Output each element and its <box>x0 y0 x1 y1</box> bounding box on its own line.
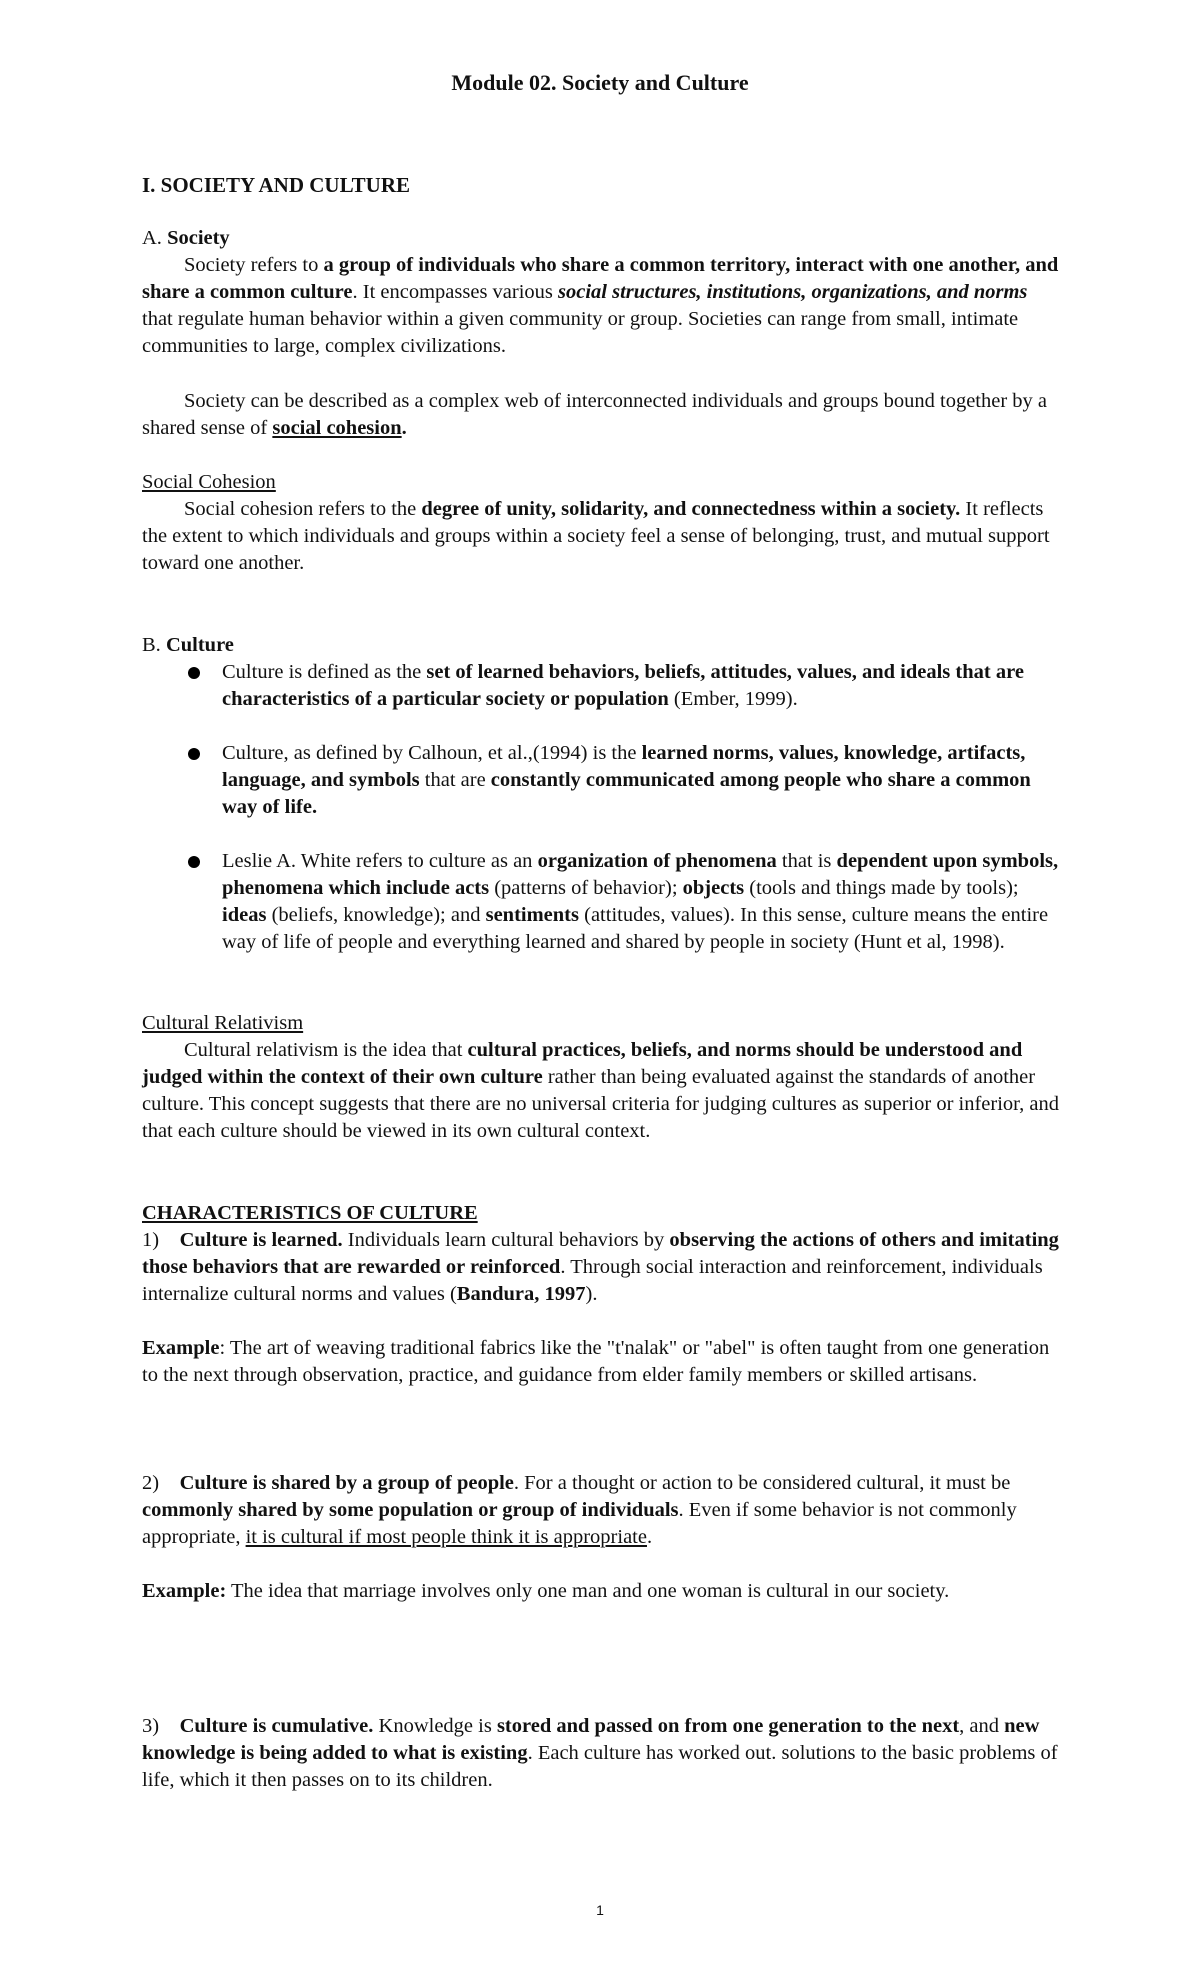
subsection-prefix: A. <box>142 227 168 249</box>
item-number: 1) <box>142 1229 160 1251</box>
bold-run: Culture is shared by a group of people <box>179 1472 514 1494</box>
text-run: Knowledge is <box>373 1715 497 1737</box>
society-paragraph-2 <box>142 388 1062 442</box>
text-run: (Ember, 1999). <box>668 688 798 710</box>
bold-run: commonly shared by some population or group of individuals <box>142 1499 679 1521</box>
bullet-dot-icon <box>188 856 200 868</box>
bold-run: Culture is learned. <box>179 1229 343 1251</box>
text-run: rather than being evaluated against the standards of another culture. This concept suggests that there are no universal criteria for judging cultures as superior or inferior, and that each culture should be viewed in its own cultural context. <box>142 1066 1060 1142</box>
bold-run: Bandura, 1997 <box>456 1283 586 1305</box>
bold-run: dependent upon symbols, phenomena which include acts <box>222 850 1059 899</box>
cultural-relativism-paragraph <box>142 1037 1062 1145</box>
item-number: 3) <box>142 1715 160 1737</box>
subsection-culture-heading <box>142 632 1062 659</box>
text-run: . <box>646 1526 653 1548</box>
text-run: . For a thought or action to be considered cultural, it must be <box>513 1472 1011 1494</box>
bold-underline-run: social cohesion <box>272 417 402 439</box>
text-run: : The art of weaving traditional fabrics like the "t'nalak" or "abel" is often taught from one generation to the next through observation, practice, and guidance from elder family members or skilled artisans. <box>142 1337 1050 1386</box>
bullet-dot-icon <box>188 748 200 760</box>
text-run: (attitudes, values). In this sense, culture means the entire way of life of people and everything learned and shared by people in society (Hunt et al, 1998). <box>222 904 1049 953</box>
social-cohesion-heading: Social Cohesion <box>142 471 276 493</box>
text-run: . It encompasses various <box>352 281 559 303</box>
text-run: that is <box>776 850 837 872</box>
text-run: Social cohesion refers to the <box>184 498 422 520</box>
example-label: Example <box>142 1337 220 1359</box>
text-run: (tools and things made by tools); <box>744 877 1019 899</box>
text-run: . Each culture has worked out. solutions to the basic problems of life, which it then passes on to its children. <box>142 1742 1058 1791</box>
item-number: 2) <box>142 1472 160 1494</box>
social-cohesion-paragraph <box>142 496 1062 577</box>
characteristics-heading: CHARACTERISTICS OF CULTURE <box>142 1202 478 1224</box>
bold-run: new knowledge is being added to what is existing <box>142 1715 1040 1764</box>
bullet-text <box>222 740 1062 821</box>
bold-run: cultural practices, beliefs, and norms should be understood and judged within the context of their own culture <box>142 1039 1023 1088</box>
bold-italic-run: social structures, institutions, organizations, and norms <box>558 281 1028 303</box>
text-run: Individuals learn cultural behaviors by <box>342 1229 670 1251</box>
text-run: Society can be described as a complex web of interconnected individuals and groups bound together by a shared sense of <box>142 390 1048 439</box>
culture-bullet-2 <box>142 740 1062 821</box>
example-label: Example: <box>142 1580 227 1602</box>
characteristic-2 <box>142 1470 1062 1551</box>
bold-run: ideas <box>222 904 267 926</box>
bold-run: stored and passed on from one generation to the next <box>496 1715 960 1737</box>
text-run: , and <box>959 1715 1005 1737</box>
text-run: The idea that marriage involves only one man and one woman is cultural in our society. <box>226 1580 950 1602</box>
subsection-prefix: B. <box>142 634 166 656</box>
underline-run: it is cultural if most people think it is appropriate <box>245 1526 647 1548</box>
bold-run: objects <box>682 877 745 899</box>
page-number: 1 <box>596 1902 604 1918</box>
bold-run: learned norms, values, knowledge, artifacts, language, and symbols <box>222 742 1026 791</box>
text-run: It reflects the extent to which individuals and groups within a society feel a sense of belonging, trust, and mutual support toward one another. <box>142 498 1050 574</box>
text-run: (patterns of behavior); <box>489 877 683 899</box>
text-run: Leslie A. White refers to culture as an <box>222 850 538 872</box>
bold-run: observing the actions of others and imitating those behaviors that are rewarded or reinforced <box>142 1229 1059 1278</box>
text-run: Culture, as defined by Calhoun, et al.,(1994) is the <box>222 742 642 764</box>
culture-bullet-1 <box>142 659 1062 713</box>
bold-run: set of learned behaviors, beliefs, attitudes, values, and ideals that are characteristics of a particular society or population <box>222 661 1024 710</box>
text-run: Cultural relativism is the idea that <box>184 1039 468 1061</box>
text-run: that are <box>419 769 491 791</box>
bullet-text <box>222 848 1062 956</box>
text-run: that regulate human behavior within a given community or group. Societies can range from small, intimate communities to large, complex civilizations. <box>142 308 1019 357</box>
text-run: Society refers to <box>184 254 324 276</box>
subsection-society-heading <box>142 225 1062 252</box>
culture-bullet-3 <box>142 848 1062 956</box>
bold-run: degree of unity, solidarity, and connectedness within a society. <box>421 498 961 520</box>
cultural-relativism-heading: Cultural Relativism <box>142 1012 304 1034</box>
bullet-text <box>222 659 1062 713</box>
characteristic-1 <box>142 1227 1062 1308</box>
bold-run: a group of individuals who share a common territory, interact with one another, and share a common culture <box>142 254 1059 303</box>
bold-run: Culture is cumulative. <box>179 1715 374 1737</box>
subsection-label: Culture <box>165 634 234 656</box>
characteristic-1-example <box>142 1335 1062 1389</box>
text-run: . Even if some behavior is not commonly appropriate, <box>142 1499 1017 1548</box>
society-paragraph-1 <box>142 252 1062 360</box>
bold-run: . <box>401 417 407 439</box>
bold-run: organization of phenomena <box>537 850 777 872</box>
section-heading: I. SOCIETY AND CULTURE <box>142 173 411 197</box>
bold-run: constantly communicated among people who share a common way of life. <box>222 769 1031 818</box>
bold-run: sentiments <box>485 904 579 926</box>
text-run: . Through social interaction and reinforcement, individuals internalize cultural norms and values ( <box>142 1256 1043 1305</box>
text-run: (beliefs, knowledge); and <box>266 904 486 926</box>
characteristic-3 <box>142 1713 1062 1794</box>
text-run: ). <box>585 1283 598 1305</box>
page-title: Module 02. Society and Culture <box>451 70 749 95</box>
characteristic-2-example <box>142 1578 1062 1605</box>
subsection-label: Society <box>167 227 230 249</box>
text-run: Culture is defined as the <box>222 661 427 683</box>
bullet-dot-icon <box>188 667 200 679</box>
